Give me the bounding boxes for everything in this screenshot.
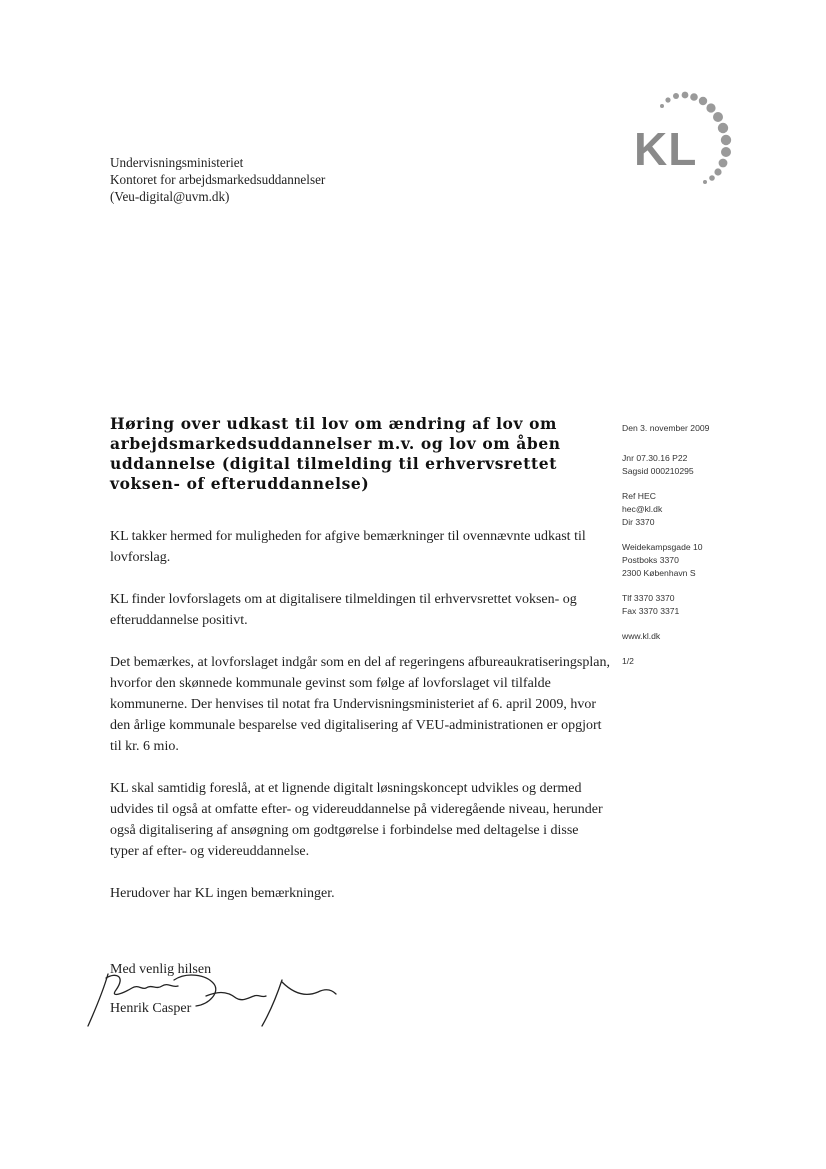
body-paragraph: KL finder lovforslagets om at digitalisere tilmeldingen til erhvervsrettet voksen- og efteruddannelse positivt. [110,592,577,628]
page-number: 1/2 [622,656,634,666]
fax: Fax 3370 3371 [622,606,680,616]
letter-body [110,526,610,925]
recipient-line: Undervisningsministeriet [110,155,244,170]
letter-title: Høring over udkast til lov om ændring af lov om arbejdsmarkedsuddannelser m.v. og lov om åben uddannelse (digital tilmelding til erhvervsrettet voksen- of efteruddannelse) [110,414,561,493]
postbox: Postboks 3370 [622,555,679,565]
letter-date: Den 3. november 2009 [622,423,710,433]
sender-sidebar [622,422,812,680]
phone: Tlf 3370 3370 [622,593,675,603]
recipient-address [110,154,325,205]
case-id: Sagsid 000210295 [622,466,694,476]
reference: Ref HEC [622,491,656,501]
sender-email: hec@kl.dk [622,504,663,514]
journal-number: Jnr 07.30.16 P22 [622,453,688,463]
handwritten-signature [86,968,346,1028]
recipient-email: (Veu-digital@uvm.dk) [110,189,230,204]
body-paragraph: KL skal samtidig foreslå, at et lignende digitalt løsningskoncept udvikles og dermed udvides til også at omfatte efter- og videreuddannelse på videregående niveau, herunder også digitalisering af ansøgning om godtgørelse i forbindelse med deltagelse i disse typer af efter- og videreuddannelse. [110,781,603,859]
closing-greeting: Med venlig hilsen [110,962,212,977]
body-paragraph: Det bemærkes, at lovforslaget indgår som en del af regeringens afbureaukratiseringsplan, hvorfor den skønnede kommunale gevinst som følge af lovforslaget vil tilfalde kommunerne. Der henvises til notat fra Undervisningsministeriet af 6. april 2009, hvor den årlige kommunale besparelse ved digitalisering af VEU-administrationen er opgjort til kr. 6 mio. [110,655,610,754]
website: www.kl.dk [622,631,661,641]
recipient-line: Kontoret for arbejdsmarkedsuddannelser [110,172,326,187]
signer-name: Henrik Casper [110,1001,192,1016]
city: 2300 København S [622,568,696,578]
body-paragraph: Herudover har KL ingen bemærkninger. [110,886,335,901]
street-address: Weidekampsgade 10 [622,542,703,552]
kl-logo [610,88,770,188]
body-paragraph: KL takker hermed for muligheden for afgive bemærkninger til ovennævnte udkast til lovforslag. [110,529,586,565]
kl-logo-text: KL [634,123,698,175]
direct-phone: Dir 3370 [622,517,655,527]
